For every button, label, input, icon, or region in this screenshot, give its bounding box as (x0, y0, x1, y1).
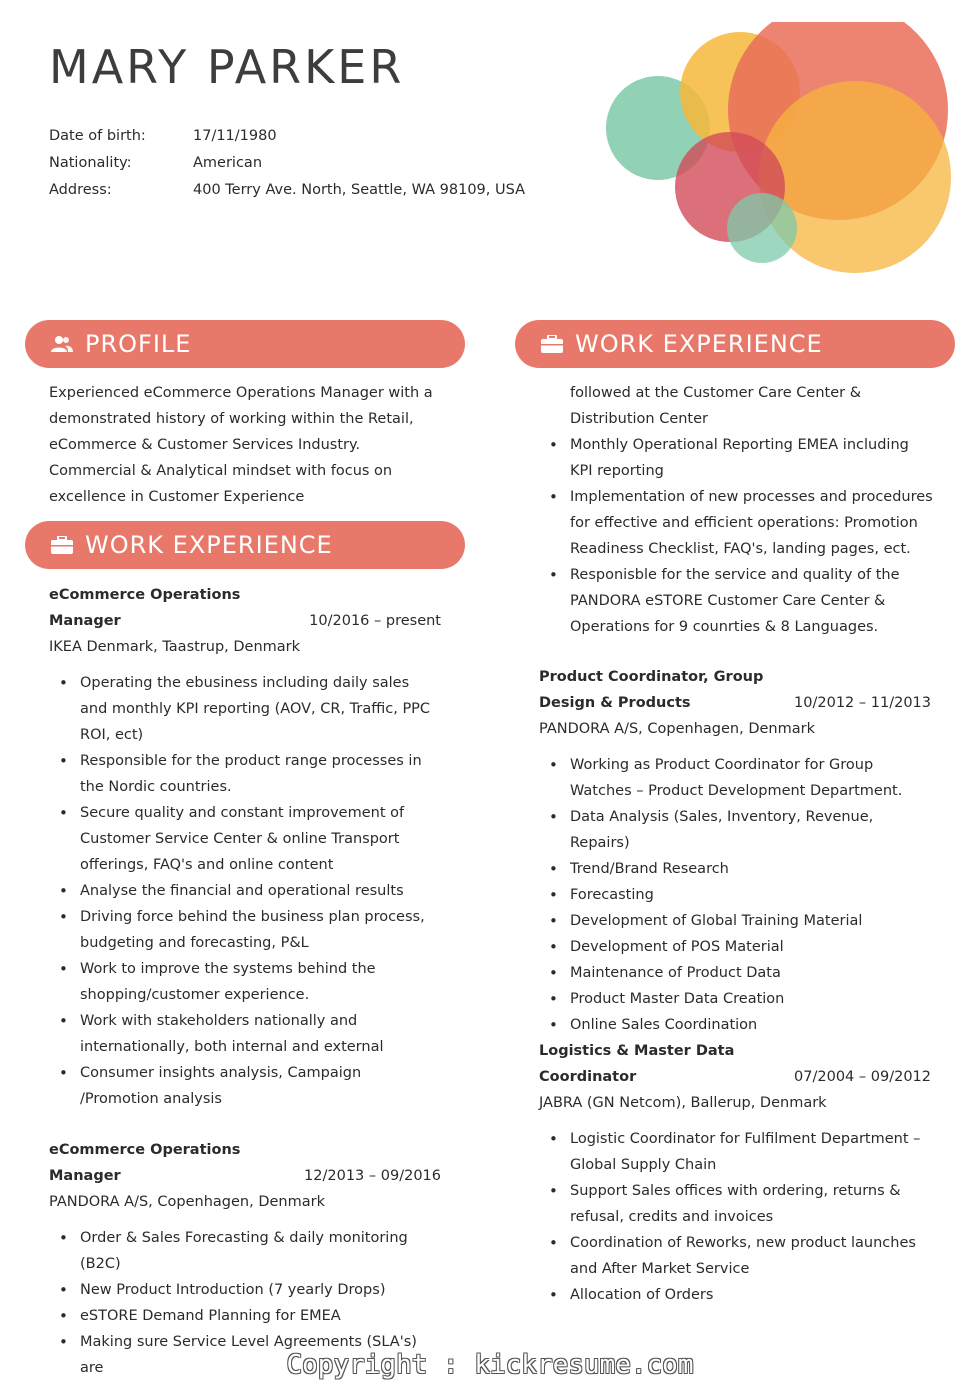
list-item: • Support Sales offices with ordering, returns & refusal, credits and invoices (549, 1178, 931, 1230)
job-bullets (549, 432, 934, 640)
job-title-line1: eCommerce Operations (49, 1142, 241, 1158)
job-ikea (49, 582, 441, 1112)
job-title-line1: eCommerce Operations (49, 587, 241, 603)
list-item: • Product Master Data Creation (549, 986, 931, 1012)
nationality-label: Nationality: (49, 155, 132, 171)
list-item: • Development of POS Material (549, 934, 931, 960)
job-company: JABRA (GN Netcom), Ballerup, Denmark (539, 1095, 827, 1111)
nationality-value: American (193, 155, 263, 171)
dob-label: Date of birth: (49, 128, 146, 144)
job-title-line1: Logistics & Master Data (539, 1043, 735, 1059)
job-title-line2: Coordinator (539, 1069, 637, 1085)
list-item: • Forecasting (549, 882, 931, 908)
list-item: • Implementation of new processes and procedures for effective and efficient operations: Promotion Readiness Checklist, FAQ's, landing pages, ect. (549, 484, 934, 562)
job-date: 10/2016 – present (309, 613, 441, 629)
profile-header (25, 320, 465, 368)
nationality-row (49, 152, 525, 179)
briefcase-icon (51, 536, 73, 554)
list-item: • Data Analysis (Sales, Inventory, Revenue, Repairs) (549, 804, 931, 856)
list-item: • Responsible for the product range processes in the Nordic countries. (59, 748, 441, 800)
dob-value: 17/11/1980 (193, 128, 277, 144)
list-item: • Consumer insights analysis, Campaign /Promotion analysis (59, 1060, 441, 1112)
job-date: 10/2012 – 11/2013 (794, 695, 931, 711)
dob-row (49, 125, 525, 152)
list-item: • Order & Sales Forecasting & daily monitoring (B2C) (59, 1225, 441, 1277)
job-title-line2: Manager (49, 1168, 121, 1184)
job-company: PANDORA A/S, Copenhagen, Denmark (49, 1194, 325, 1210)
job-bullets (549, 752, 931, 1038)
list-item: • Logistic Coordinator for Fulfilment Department – Global Supply Chain (549, 1126, 931, 1178)
list-item: • Work to improve the systems behind the shopping/customer experience. (59, 956, 441, 1008)
list-item: • Driving force behind the business plan process, budgeting and forecasting, P&L (59, 904, 441, 956)
list-item: • Working as Product Coordinator for Group Watches – Product Development Department. (549, 752, 931, 804)
list-item: • Monthly Operational Reporting EMEA including KPI reporting (549, 432, 934, 484)
list-item: • Responisble for the service and quality of the PANDORA eSTORE Customer Care Center & Operations for 9 counrties & 8 Languages. (549, 562, 934, 640)
list-item: • Analyse the financial and operational results (59, 878, 441, 904)
job-title-line1: Product Coordinator, Group (539, 669, 764, 685)
list-item: • Development of Global Training Material (549, 908, 931, 934)
list-item: • Allocation of Orders (549, 1282, 931, 1308)
job-date: 07/2004 – 09/2012 (794, 1069, 931, 1085)
list-item: • Making sure Service Level Agreements (SLA's) are (59, 1329, 441, 1381)
profile-heading: PROFILE (85, 330, 192, 358)
list-item: • Maintenance of Product Data (549, 960, 931, 986)
list-item: • New Product Introduction (7 yearly Drops) (59, 1277, 441, 1303)
list-item: • eSTORE Demand Planning for EMEA (59, 1303, 441, 1329)
work-heading-left: WORK EXPERIENCE (85, 531, 333, 559)
work-experience-header-left (25, 521, 465, 569)
job-bullets (549, 1126, 931, 1308)
list-item: • Trend/Brand Research (549, 856, 931, 882)
continued-text: followed at the Customer Care Center & Distribution Center (570, 385, 862, 427)
work-experience-header-right (515, 320, 955, 368)
list-item: • Secure quality and constant improvement of Customer Service Center & online Transport offerings, FAQ's and online content (59, 800, 441, 878)
briefcase-icon (541, 335, 563, 353)
job-title-line2: Design & Products (539, 695, 691, 711)
job-pandora-ecommerce (49, 1137, 441, 1381)
job-bullets (59, 670, 441, 1112)
list-item: • Coordination of Reworks, new product launches and After Market Service (549, 1230, 931, 1282)
job-date: 12/2013 – 09/2016 (304, 1168, 441, 1184)
address-row (49, 179, 525, 206)
job-pandora-continued (539, 380, 934, 640)
personal-info (49, 125, 525, 206)
resume-name: MARY PARKER (49, 40, 405, 94)
users-icon (51, 335, 73, 353)
address-value: 400 Terry Ave. North, Seattle, WA 98109, USA (193, 182, 525, 198)
list-item: • Online Sales Coordination (549, 1012, 931, 1038)
profile-text: Experienced eCommerce Operations Manager with a demonstrated history of working within the Retail, eCommerce & Customer Services Industry. Commercial & Analytical mindset with focus on excellence in Customer Experience (49, 385, 433, 505)
copyright-watermark: Copyright : kickresume.com (286, 1350, 694, 1380)
list-item: • Operating the ebusiness including daily sales and monthly KPI reporting (AOV, CR, Traffic, PPC ROI, ect) (59, 670, 441, 748)
job-company: IKEA Denmark, Taastrup, Denmark (49, 639, 301, 655)
work-heading-right: WORK EXPERIENCE (575, 330, 823, 358)
job-jabra (539, 1038, 931, 1308)
job-pandora-product (539, 664, 931, 1038)
decorative-bubbles (600, 22, 960, 282)
job-company: PANDORA A/S, Copenhagen, Denmark (539, 721, 815, 737)
list-item: • Work with stakeholders nationally and internationally, both internal and external (59, 1008, 441, 1060)
job-title-line2: Manager (49, 613, 121, 629)
address-label: Address: (49, 182, 112, 198)
